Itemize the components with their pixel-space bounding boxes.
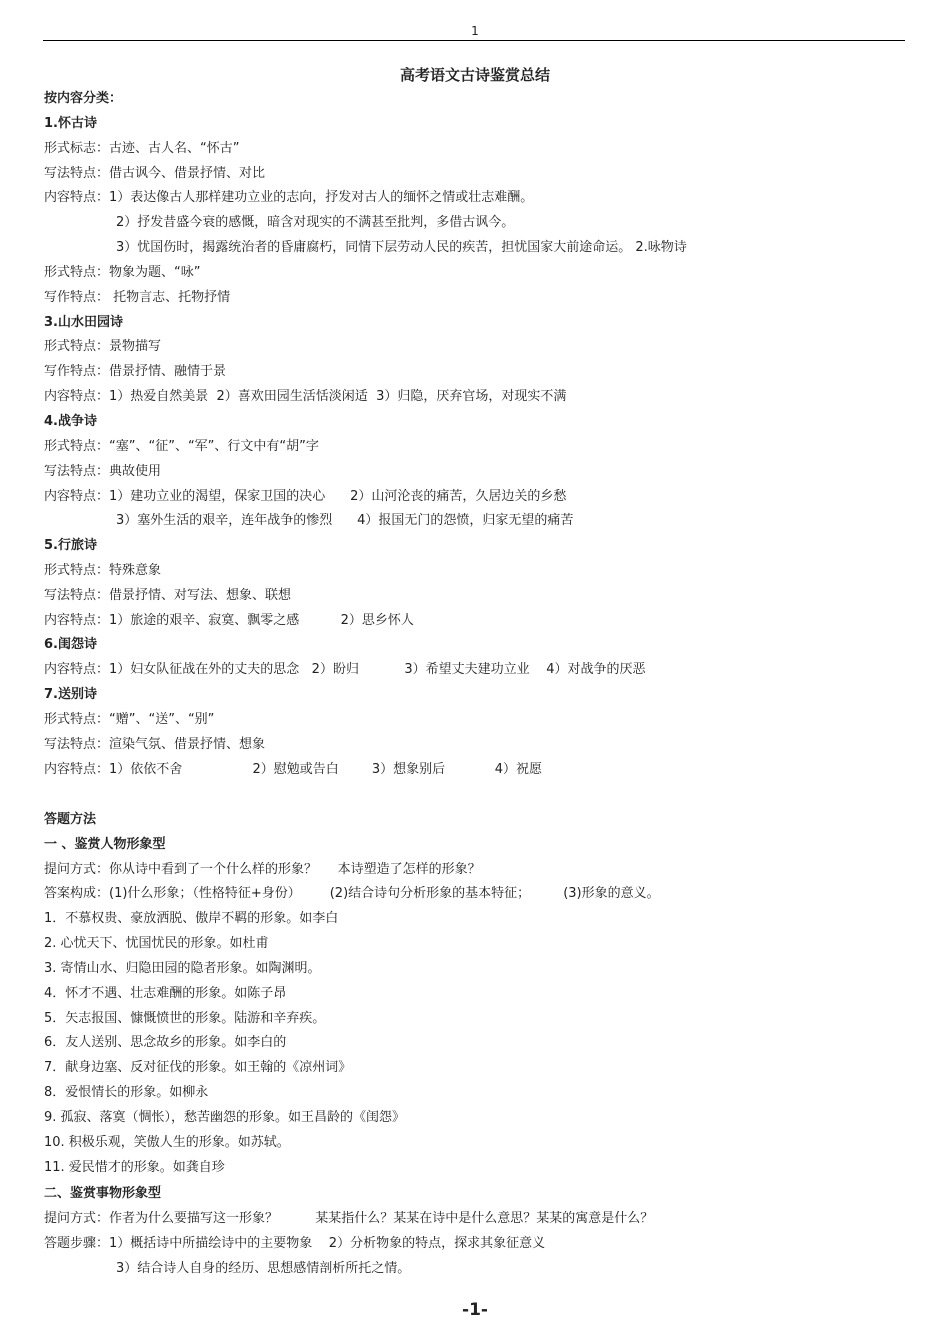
text-line: 写法特点：借古讽今、借景抒情、对比: [44, 166, 266, 181]
list-item: 8．爱恨情长的形象。如柳永: [44, 1085, 209, 1100]
text-line: 形式特点：“塞”、“征”、“军”、行文中有“胡”字: [44, 439, 319, 454]
list-item: 2. 心忧天下、忧国忧民的形象。如杜甫: [44, 936, 269, 951]
text-line: 提问方式：你从诗中看到了一个什么样的形象？ 本诗塑造了怎样的形象？: [44, 862, 481, 877]
page-title: 高考语文古诗鉴赏总结: [399, 66, 550, 84]
text-line: 内容特点：1）依依不舍 2）慰勉或告白 3）想象别后 4）祝愿: [44, 762, 542, 777]
header-page-number: 1: [471, 24, 479, 38]
list-item: 1．不慕权贵、豪放洒脱、傲岸不羁的形象。如李白: [44, 911, 339, 926]
header-rule: [43, 40, 905, 41]
heading-xinglv: 5.行旅诗: [44, 538, 97, 553]
section-answer-methods: 答题方法: [44, 812, 97, 827]
text-line: 内容特点：1）妇女队征战在外的丈夫的思念 2）盼归 3）希望丈夫建功立业 4）对战争的厌恶: [44, 662, 646, 677]
text-line: 答案构成：(1)什么形象；（性格特征+身份） (2)结合诗句分析形象的基本特征； (3)形象的意义。: [44, 886, 660, 901]
text-line: 形式特点：物象为题、“咏”: [44, 265, 201, 280]
text-line: 形式标志：古迹、古人名、“怀古”: [44, 141, 240, 156]
heading-renwu: 一 、鉴赏人物形象型: [44, 837, 166, 852]
list-item: 9. 孤寂、落寞（惆怅），愁苦幽怨的形象。如王昌龄的《闺怨》: [44, 1110, 406, 1125]
list-item: 7．献身边塞、反对征伐的形象。如王翰的《凉州词》: [44, 1060, 352, 1075]
heading-zhanzheng: 4.战争诗: [44, 414, 97, 429]
text-line: 形式特点：“赠”、“送”、“别”: [44, 712, 215, 727]
text-line: 写法特点：渲染气氛、借景抒情、想象: [44, 737, 266, 752]
text-line: 内容特点：1）建功立业的渴望，保家卫国的决心 2）山河沦丧的痛苦，久居边关的乡愁: [44, 489, 567, 504]
heading-shanshui: 3.山水田园诗: [44, 315, 123, 330]
heading-shiwu: 二、鉴赏事物形象型: [44, 1186, 162, 1201]
text-line: 2）抒发昔盛今衰的感慨，暗含对现实的不满甚至批判，多借古讽今。: [116, 215, 515, 230]
list-item: 6．友人送别、思念故乡的形象。如李白的: [44, 1035, 287, 1050]
text-line: 形式特点：特殊意象: [44, 563, 162, 578]
text-line: 写法特点：借景抒情、对写法、想象、联想: [44, 588, 292, 603]
list-item: 11. 爱民惜才的形象。如龚自珍: [44, 1160, 225, 1175]
text-line: 3）塞外生活的艰辛，连年战争的惨烈 4）报国无门的怨愤，归家无望的痛苦: [116, 513, 574, 528]
footer-page-label: -1-: [462, 1300, 488, 1320]
text-line: 形式特点：景物描写: [44, 339, 162, 354]
heading-songbie: 7.送别诗: [44, 687, 97, 702]
text-line: 答题步骤：1）概括诗中所描绘诗中的主要物象 2）分析物象的特点，探求其象征意义: [44, 1236, 546, 1251]
text-line: 内容特点：1）表达像古人那样建功立业的志向，抒发对古人的缅怀之情或壮志难酬。: [44, 190, 534, 205]
list-item: 4．怀才不遇、壮志难酬的形象。如陈子昂: [44, 986, 287, 1001]
section-label: 按内容分类：: [44, 91, 123, 106]
list-item: 5．矢志报国、慷慨愤世的形象。陆游和辛弃疾。: [44, 1011, 326, 1026]
text-line: 提问方式：作者为什么要描写这一形象？ 某某指什么？某某在诗中是什么意思？某某的寓意是什么？: [44, 1211, 654, 1226]
text-line: 写作特点：借景抒情、融情于景: [44, 364, 227, 379]
text-line: 3）结合诗人自身的经历、思想感情剖析所托之情。: [116, 1261, 411, 1276]
text-line: 写作特点： 托物言志、托物抒情: [44, 290, 231, 305]
text-line: 写法特点：典故使用: [44, 464, 162, 479]
text-line: 内容特点：1）热爱自然美景 2）喜欢田园生活恬淡闲适 3）归隐，厌弃官场，对现实不满: [44, 389, 567, 404]
list-item: 10. 积极乐观，笑傲人生的形象。如苏轼。: [44, 1135, 290, 1150]
text-line: 内容特点：1）旅途的艰辛、寂寞、飘零之感 2）思乡怀人: [44, 613, 414, 628]
text-line: 3）忧国伤时，揭露统治者的昏庸腐朽，同情下层劳动人民的疾苦，担忧国家大前途命运。 2.咏物诗: [116, 240, 687, 255]
heading-guiyuan: 6.闺怨诗: [44, 637, 97, 652]
list-item: 3. 寄情山水、归隐田园的隐者形象。如陶渊明。: [44, 961, 321, 976]
heading-huaigu: 1.怀古诗: [44, 116, 97, 131]
